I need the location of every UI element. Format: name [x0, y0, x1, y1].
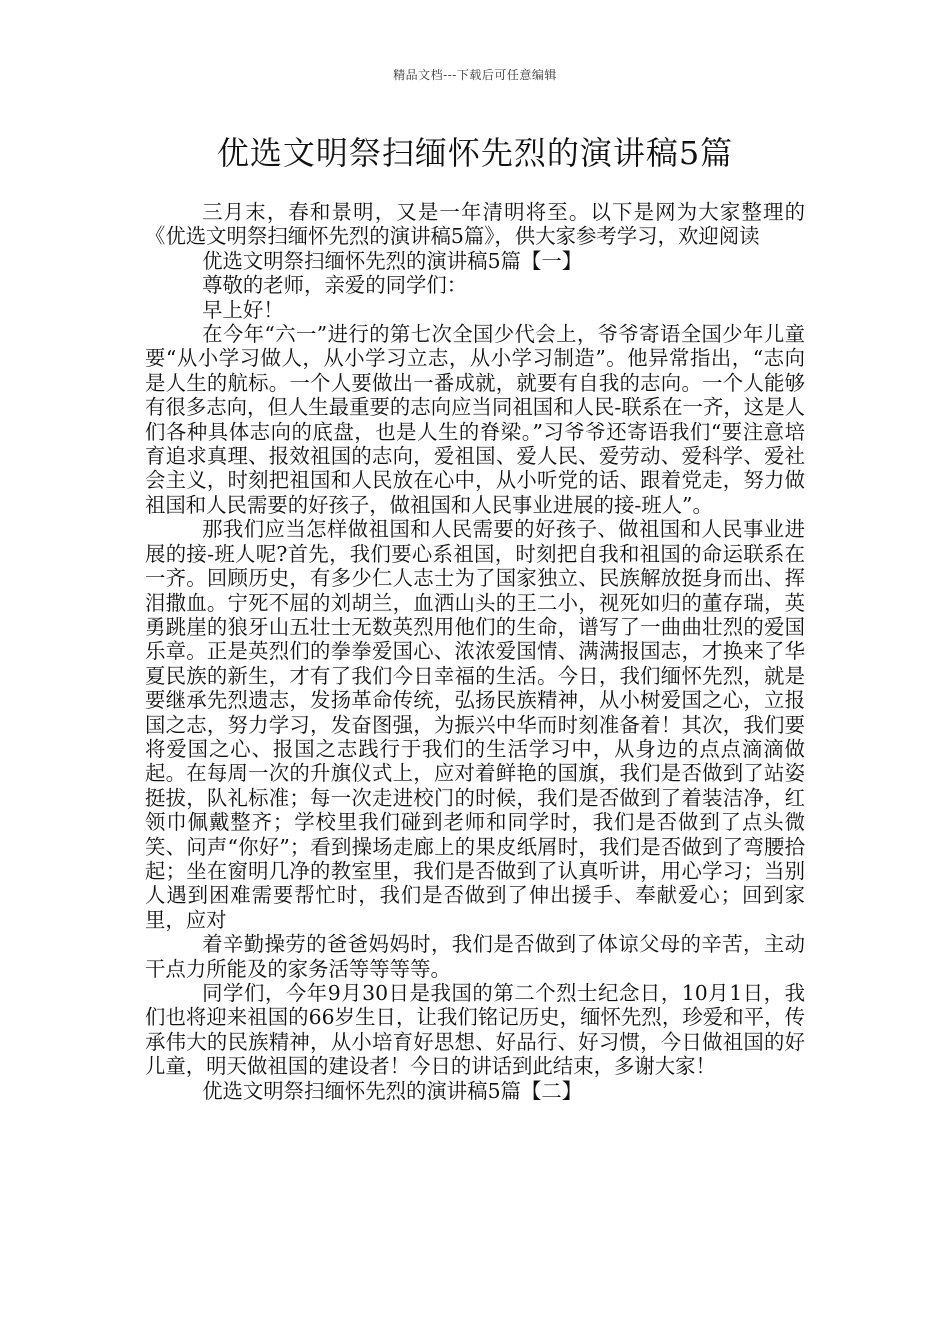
section-heading-2: 优选文明祭扫缅怀先烈的演讲稿5篇【二】 [202, 1078, 583, 1103]
page-title: 优选文明祭扫缅怀先烈的演讲稿5篇 [216, 134, 734, 172]
salutation: 尊敬的老师，亲爱的同学们： [202, 273, 468, 298]
document-body [145, 200, 805, 1103]
body-paragraph: 在今年“六一”进行的第七次全国少代会上，爷爷寄语全国少年儿童要“从小学习做人，从小学习立志，从小学习制造”。他异常指出，“志向是人生的航标。一个人要做出一番成就，就要有自我的志向。一个人能够有很多志向，但人生最重要的志向应当同祖国和人民-联系在一齐，这是人们各种具体志向的底盘，也是人生的脊梁。”习爷爷还寄语我们“要注意培育追求真理、报效祖国的志向，爱祖国、爱人民、爱劳动、爱科学、爱社会主义，时刻把祖国和人民放在心中，从小听党的话、跟着党走，努力做祖国和人民需要的好孩子，做祖国和人民事业进展的接-班人”。 [145, 322, 805, 517]
header-note: 精品文档---下载后可任意编辑 [393, 68, 557, 82]
body-paragraph: 那我们应当怎样做祖国和人民需要的好孩子、做祖国和人民事业进展的接-班人呢?首先，我们要心系祖国，时刻把自我和祖国的命运联系在一齐。回顾历史，有多少仁人志士为了国家独立、民族解放挺身而出、挥泪撒血。宁死不屈的刘胡兰，血洒山头的王二小，视死如归的董存瑞，英勇跳崖的狼牙山五壮士无数英烈用他们的生命，谱写了一曲曲壮烈的爱国乐章。正是英烈们的拳拳爱国心、浓浓爱国情、满满报国志，才换来了华夏民族的新生，才有了我们今日幸福的生活。今日，我们缅怀先烈，就是要继承先烈遗志，发扬革命传统，弘扬民族精神，从小树爱国之心，立报国之志，努力学习，发奋图强，为振兴中华而时刻准备着！其次，我们要将爱国之心、报国之志践行于我们的生活学习中，从身边的点点滴滴做起。在每周一次的升旗仪式上，应对着鲜艳的国旗，我们是否做到了站姿挺拔，队礼标准；每一次走进校门的时候，我们是否做到了着装洁净，红领巾佩戴整齐；学校里我们碰到老师和同学时，我们是否做到了点头微笑、问声“你好”；看到操场走廊上的果皮纸屑时，我们是否做到了弯腰拾起；坐在窗明几净的教室里，我们是否做到了认真听讲，用心学习；当别人遇到困难需要帮忙时，我们是否做到了伸出援手、奉献爱心；回到家里，应对 [145, 517, 805, 932]
section-heading-1: 优选文明祭扫缅怀先烈的演讲稿5篇【一】 [202, 248, 583, 273]
intro-paragraph: 三月末，春和景明，又是一年清明将至。以下是网为大家整理的《优选文明祭扫缅怀先烈的演讲稿5篇》，供大家参考学习，欢迎阅读 [145, 200, 805, 249]
body-paragraph: 同学们，今年9月30日是我国的第二个烈士纪念日，10月1日，我们也将迎来祖国的66岁生日，让我们铭记历史，缅怀先烈，珍爱和平，传承伟大的民族精神，从小培育好思想、好品行、好习惯，今日做祖国的好儿童，明天做祖国的建设者！今日的讲话到此结束，多谢大家！ [145, 981, 805, 1079]
body-paragraph: 着辛勤操劳的爸爸妈妈时，我们是否做到了体谅父母的辛苦，主动干点力所能及的家务活等等等等。 [145, 932, 805, 981]
greeting: 早上好！ [202, 297, 284, 322]
